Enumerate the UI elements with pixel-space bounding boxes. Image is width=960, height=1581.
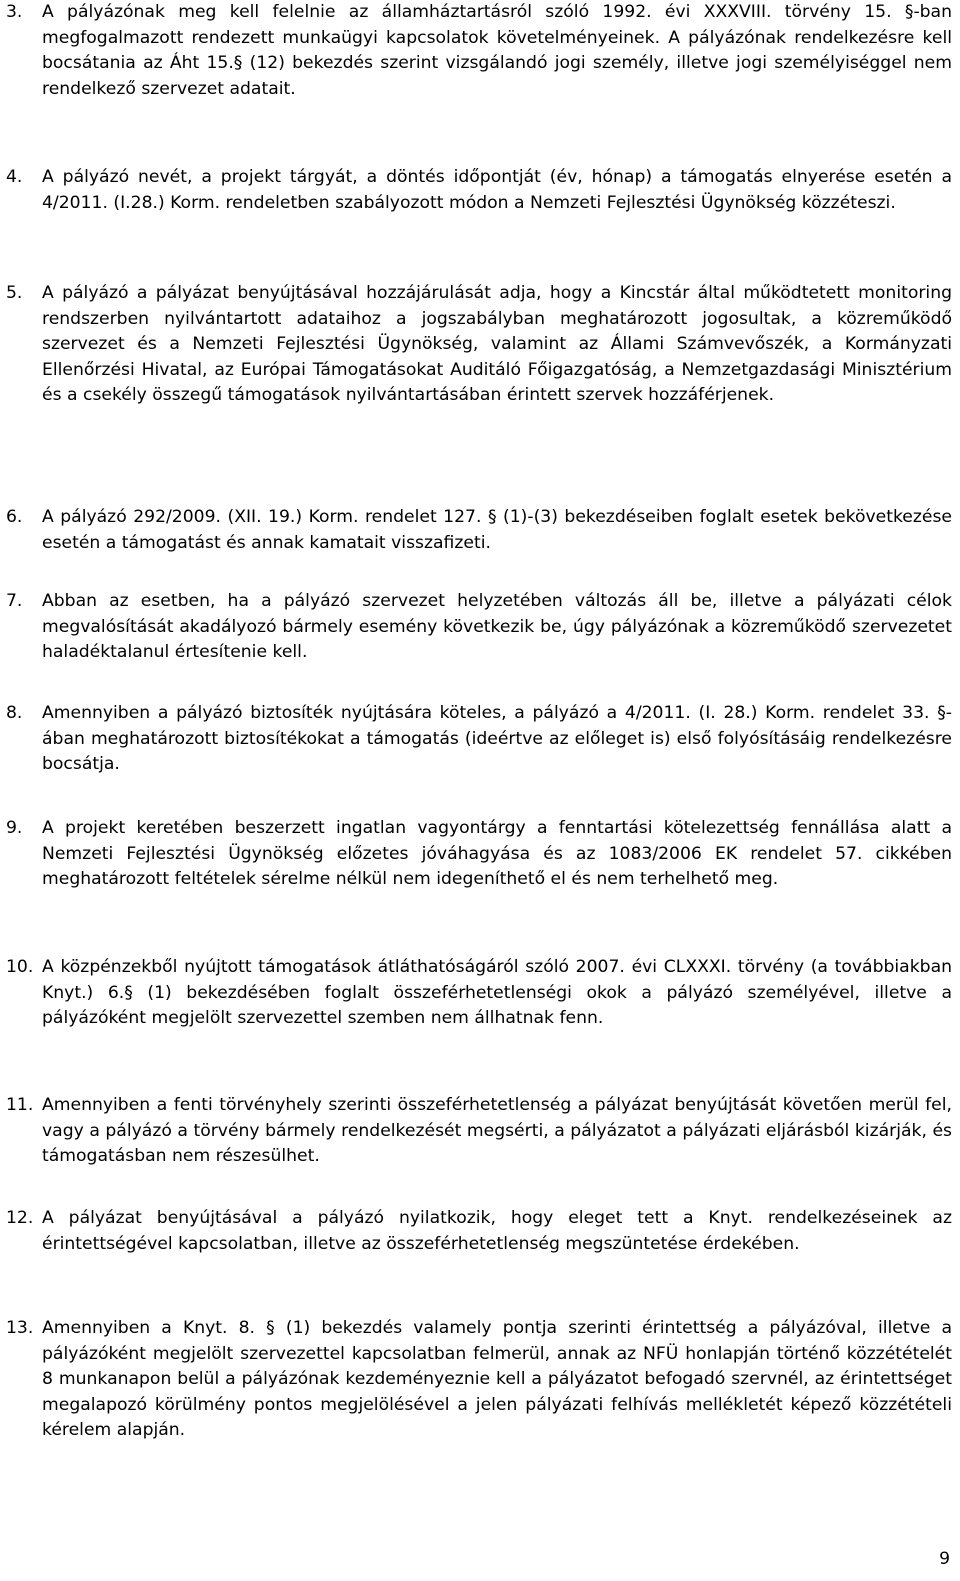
list-item-9 [6, 816, 952, 893]
list-item-text: A pályázó a pályázat benyújtásával hozzájárulását adja, hogy a Kincstár által működtetett monitoring rendszerben nyilvántartott adataihoz a jogszabályban meghatározott jogosultak, a közreműködő szervezet és a Nemzeti Fejlesztési Ügynökség, valamint az Állami Számvevőszék, a Kormányzati Ellenőrzési Hivatal, az Európai Támogatásokat Auditáló Főigazgatóság, a Nemzetgazdasági Minisztérium és a csekély összegű támogatások nyilvántartásában érintett szervek hozzáférjenek. [42, 283, 952, 405]
list-item-text: Abban az esetben, ha a pályázó szervezet helyzetében változás áll be, illetve a pályázati célok megvalósítását akadályozó bármely esemény következik be, úgy pályázónak a közreműködő szervezetet haladéktalanul értesítenie kell. [42, 591, 952, 662]
list-item-number: 6. [6, 507, 23, 527]
list-item-text: A pályázó nevét, a projekt tárgyát, a döntés időpontját (év, hónap) a támogatás elnyerése esetén a 4/2011. (I.28.) Korm. rendeletben szabályozott módon a Nemzeti Fejlesztési Ügynökség közzéteszi. [42, 167, 952, 213]
list-item-3 [6, 0, 952, 102]
list-item-12 [6, 1206, 952, 1257]
list-item-text: Amennyiben a fenti törvényhely szerinti összeférhetetlenség a pályázat benyújtását követően merül fel, vagy a pályázó a törvény bármely rendelkezését megsérti, a pályázatot a pályázati eljárásból kizárják, és támogatásban nem részesülhet. [42, 1095, 952, 1166]
list-item-4 [6, 165, 952, 216]
list-item-number: 11. [6, 1095, 34, 1115]
list-item-number: 3. [6, 2, 23, 22]
list-item-5 [6, 281, 952, 409]
list-item-text: A közpénzekből nyújtott támogatások átláthatóságáról szóló 2007. évi CLXXXI. törvény (a továbbiakban Knyt.) 6.§ (1) bekezdésében foglalt összeférhetetlenségi okok a pályázó személyével, illetve a pályázóként megjelölt szervezettel szemben nem állhatnak fenn. [42, 957, 952, 1028]
list-item-number: 5. [6, 283, 23, 303]
page-number: 9 [939, 1549, 950, 1569]
list-item-number: 7. [6, 591, 23, 611]
list-item-number: 8. [6, 703, 23, 723]
list-item-10 [6, 955, 952, 1032]
list-item-text: A pályázó 292/2009. (XII. 19.) Korm. rendelet 127. § (1)-(3) bekezdéseiben foglalt esetek bekövetkezése esetén a támogatást és annak kamatait visszafizeti. [42, 507, 952, 553]
list-item-number: 4. [6, 167, 23, 187]
list-item-text: A pályázat benyújtásával a pályázó nyilatkozik, hogy eleget tett a Knyt. rendelkezéseinek az érintettségével kapcsolatban, illetve az összeférhetetlenség megszüntetése érdekében. [42, 1208, 952, 1254]
list-item-13 [6, 1316, 952, 1444]
list-item-text: A pályázónak meg kell felelnie az államháztartásról szóló 1992. évi XXXVIII. törvény 15. §-ban megfogalmazott rendezett munkaügyi kapcsolatok követelményeinek. A pályázónak rendelkezésre kell bocsátania az Áht 15.§ (12) bekezdés szerint vizsgálandó jogi személy, illetve jogi személyiséggel nem rendelkező szervezet adatait. [42, 2, 952, 99]
list-item-8 [6, 701, 952, 778]
list-item-6 [6, 505, 952, 556]
list-item-text: Amennyiben a Knyt. 8. § (1) bekezdés valamely pontja szerinti érintettség a pályázóval, illetve a pályázóként megjelölt szervezettel kapcsolatban felmerül, annak az NFÜ honlapján történő közzétételét 8 munkanapon belül a pályázónak kezdeményeznie kell a pályázatot befogadó szervnél, az érintettséget megalapozó körülmény pontos megjelölésével a jelen pályázati felhívás mellékletét képező közzétételi kérelem alapján. [42, 1318, 952, 1440]
list-item-number: 9. [6, 818, 23, 838]
list-item-number: 10. [6, 957, 34, 977]
list-item-number: 12. [6, 1208, 34, 1228]
list-item-7 [6, 589, 952, 666]
list-item-number: 13. [6, 1318, 34, 1338]
list-item-11 [6, 1093, 952, 1170]
list-item-text: A projekt keretében beszerzett ingatlan vagyontárgy a fenntartási kötelezettség fennállása alatt a Nemzeti Fejlesztési Ügynökség előzetes jóváhagyása és az 1083/2006 EK rendelet 57. cikkében meghatározott feltételek sérelme nélkül nem idegeníthető el és nem terhelhető meg. [42, 818, 952, 889]
list-item-text: Amennyiben a pályázó biztosíték nyújtására köteles, a pályázó a 4/2011. (I. 28.) Korm. rendelet 33. §-ában meghatározott biztosítékokat a támogatás (ideértve az előleget is) első folyósításáig rendelkezésre bocsátja. [42, 703, 952, 774]
